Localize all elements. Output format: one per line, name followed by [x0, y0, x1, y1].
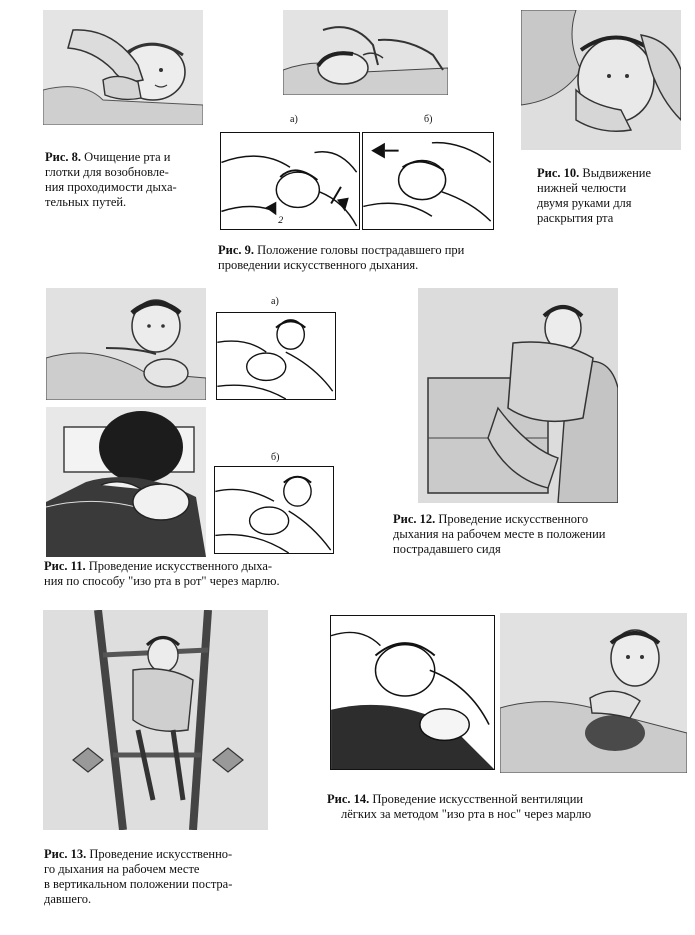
caption-line: Проведение искусственно- [89, 847, 233, 861]
fig8-illustration [43, 10, 203, 125]
arrow-icon [337, 198, 349, 212]
arrow-icon [371, 143, 385, 159]
caption-line: проведении искусственного дыхания. [218, 258, 419, 272]
fig9-caption [218, 243, 538, 273]
fig11a-illustration [216, 312, 336, 400]
caption-line: лёгких за методом "изо рта в нос" через марлю [341, 807, 592, 821]
fig11b-drawing [215, 467, 333, 553]
fig14a-illustration [330, 615, 495, 770]
fig9-label-a: а) [290, 114, 298, 125]
fig11a-drawing [217, 313, 335, 399]
caption-line: тельных путей. [45, 195, 127, 209]
caption-line: го дыхания на рабочем месте [44, 862, 200, 876]
fig11-bottom-illustration [46, 407, 206, 557]
caption-line: глотки для возобновле- [45, 165, 169, 179]
fig9a-drawing [221, 133, 359, 229]
fig14b-drawing [500, 613, 687, 773]
caption-line: в вертикальном положении постра- [44, 877, 233, 891]
caption-number: Рис. 14. [327, 792, 370, 806]
fig8-caption [45, 150, 215, 210]
fig11-label-a: а) [271, 296, 279, 307]
fig12-illustration [418, 288, 618, 503]
caption-number: Рис. 8. [45, 150, 82, 164]
fig9a-illustration [220, 132, 360, 230]
caption-line: Очищение рта и [84, 150, 171, 164]
fig9-top-drawing [283, 10, 448, 95]
caption-line: пострадавшего сидя [393, 542, 501, 556]
caption-line: нижней челюсти [537, 181, 627, 195]
fig11b-illustration [214, 466, 334, 554]
caption-line: Выдвижение [582, 166, 652, 180]
fig10-drawing [521, 10, 681, 150]
fig9-top-illustration [283, 10, 448, 95]
fig11-top-drawing [46, 288, 206, 400]
caption-line: Положение головы пострадавшего при [257, 243, 465, 257]
caption-line: раскрытия рта [537, 211, 614, 225]
fig9b-drawing [363, 133, 493, 229]
caption-line: двумя руками для [537, 196, 632, 210]
fig9-label-b: б) [424, 114, 433, 125]
caption-line: давшего. [44, 892, 92, 906]
caption-line: Проведение искусственной вентиляции [372, 792, 584, 806]
arrow-icon [266, 202, 277, 216]
caption-line: Проведение искусственного [438, 512, 589, 526]
fig9b-illustration [362, 132, 494, 230]
fig14b-illustration [500, 613, 687, 773]
caption-number: Рис. 13. [44, 847, 87, 861]
caption-number: Рис. 11. [44, 559, 86, 573]
fig11-label-b: б) [271, 452, 280, 463]
fig11-bottom-drawing [46, 407, 206, 557]
caption-line: Проведение искусственного дыха- [88, 559, 273, 573]
caption-number: Рис. 9. [218, 243, 255, 257]
fig10-caption [537, 166, 687, 226]
fig13-caption [44, 847, 294, 907]
arrow-number: 2 [278, 215, 284, 227]
caption-number: Рис. 12. [393, 512, 436, 526]
fig14-caption [327, 792, 667, 822]
caption-line: ния проходимости дыха- [45, 180, 177, 194]
fig10-illustration [521, 10, 681, 150]
fig12-caption [393, 512, 683, 557]
fig14a-drawing [331, 616, 494, 769]
fig13-illustration [43, 610, 268, 830]
fig12-drawing [418, 288, 618, 503]
caption-line: ния по способу "изо рта в рот" через марлю. [44, 574, 280, 588]
fig8-drawing [43, 10, 203, 125]
caption-number: Рис. 10. [537, 166, 580, 180]
caption-line: дыхания на рабочем месте в положении [393, 527, 606, 541]
fig11-caption [44, 559, 364, 589]
fig11-top-illustration [46, 288, 206, 400]
fig13-drawing [43, 610, 268, 830]
